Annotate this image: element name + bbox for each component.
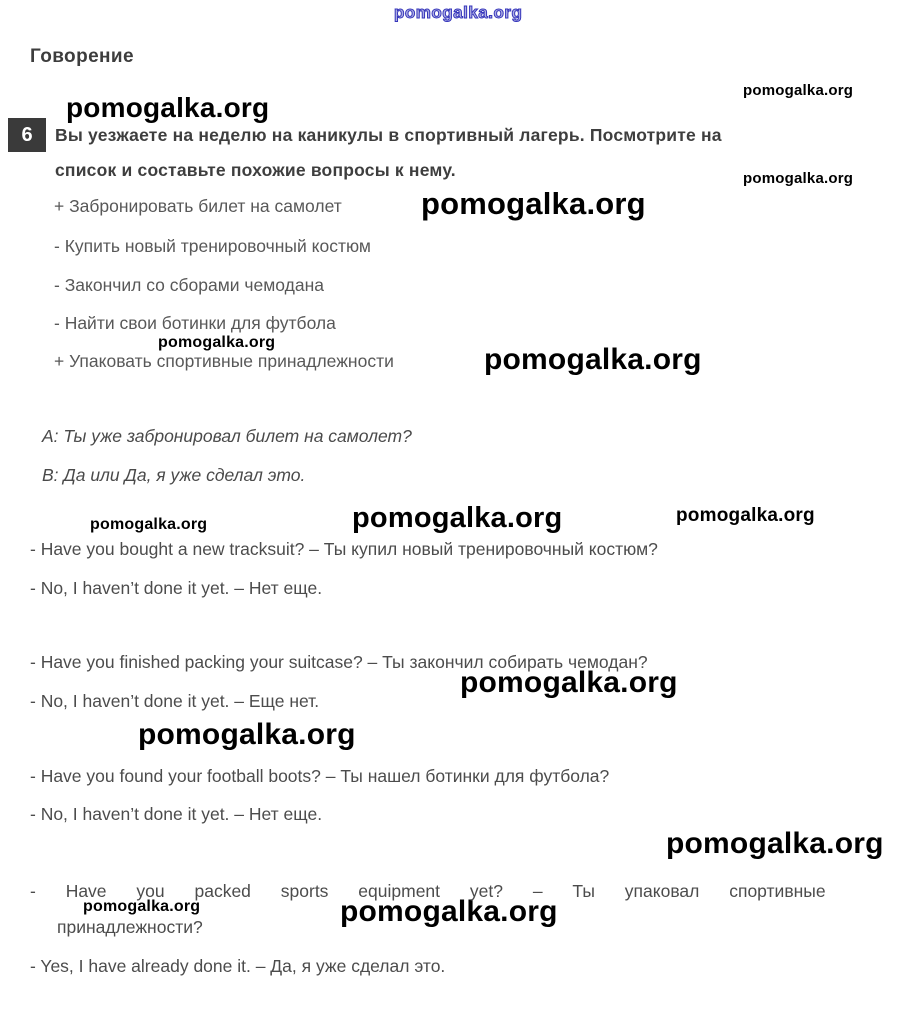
section-title: Говорение — [30, 46, 134, 67]
watermark-text: pomogalka.org — [90, 516, 208, 533]
watermark-text: pomogalka.org — [676, 505, 815, 526]
watermark-text: pomogalka.org — [666, 827, 884, 860]
watermark-text: pomogalka.org — [66, 92, 270, 123]
checklist-item: - Купить новый тренировочный костюм — [54, 236, 371, 256]
dialogue-line: - Have you packed sports equipment yet? – Ты упаковал спортивные — [30, 881, 826, 901]
dialogue-line: - Yes, I have already done it. – Да, я уже сделал это. — [30, 956, 446, 976]
dialogue-line: принадлежности? — [57, 917, 203, 937]
dialogue-line: - No, I haven’t done it yet. – Нет еще. — [30, 804, 323, 824]
watermark-text: pomogalka.org — [743, 82, 854, 99]
watermark-text: pomogalka.org — [340, 895, 558, 928]
watermark-text: pomogalka.org — [158, 334, 276, 351]
watermark-outline: pomogalka.org — [394, 3, 523, 22]
watermark-text: pomogalka.org — [460, 666, 678, 699]
watermark-text: pomogalka.org — [83, 898, 201, 915]
task-number-badge: 6 — [8, 118, 46, 152]
checklist-item: + Забронировать билет на самолет — [54, 196, 342, 216]
dialogue-line: - No, I haven’t done it yet. – Еще нет. — [30, 691, 320, 711]
watermark-text: pomogalka.org — [138, 718, 356, 751]
watermark-text: pomogalka.org — [743, 170, 854, 187]
watermark-text: pomogalka.org — [352, 502, 563, 534]
example-dialogue-line: А: Ты уже забронировал билет на самолет? — [42, 426, 412, 446]
dialogue-line: - No, I haven’t done it yet. – Нет еще. — [30, 578, 323, 598]
watermark-text: pomogalka.org — [421, 186, 646, 221]
task-instruction-line: Вы уезжаете на неделю на каникулы в спортивный лагерь. Посмотрите на — [55, 125, 722, 145]
checklist-item: - Закончил со сборами чемодана — [54, 275, 324, 295]
checklist-item: - Найти свои ботинки для футбола — [54, 313, 336, 333]
task-instruction-line: список и составьте похожие вопросы к нему. — [55, 160, 456, 180]
watermark-text: pomogalka.org — [484, 343, 702, 376]
dialogue-line: - Have you bought a new tracksuit? – Ты купил новый тренировочный костюм? — [30, 539, 658, 559]
dialogue-line: - Have you found your football boots? – Ты нашел ботинки для футбола? — [30, 766, 610, 786]
example-dialogue-line: В: Да или Да, я уже сделал это. — [42, 465, 306, 485]
checklist-item: + Упаковать спортивные принадлежности — [54, 351, 394, 371]
dialogue-line: - Have you finished packing your suitcase? – Ты закончил собирать чемодан? — [30, 652, 648, 672]
